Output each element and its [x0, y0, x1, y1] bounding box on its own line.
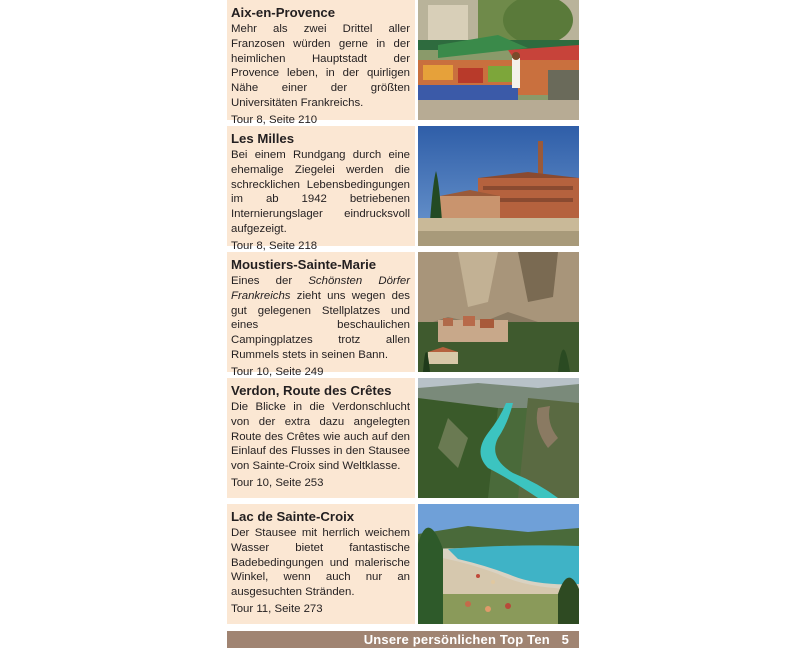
- entry-body: Der Stausee mit herrlich weichem Wasser bietet fantastische Badebedingungen und malerische Winkel, wenn auch nur an ausgesuchten Stränden.: [231, 527, 410, 599]
- entry-text: [227, 126, 415, 252]
- entry-aix: [227, 0, 579, 126]
- page-number: 5: [561, 632, 569, 647]
- entry-text: [227, 0, 415, 126]
- entry-body: Bei einem Rundgang durch eine ehemalige Ziegelei werden die schrecklichen Lebensbedingungen im ab 1942 betriebenen Internierungslager eindrucksvoll aufgezeigt.: [231, 149, 410, 235]
- entry-title: Moustiers-Sainte-Marie: [231, 257, 377, 272]
- entry-title: Verdon, Route des Crêtes: [231, 383, 392, 398]
- entry-ref: Tour 10, Seite 249: [231, 365, 324, 378]
- entry-les-milles: [227, 126, 579, 252]
- footer-label: Unsere persönlichen Top Ten: [363, 632, 550, 647]
- entry-ref: Tour 10, Seite 253: [231, 476, 324, 489]
- photo-village-cliffs: [418, 252, 579, 372]
- entry-title: Lac de Sainte-Croix: [231, 509, 355, 524]
- entry-body: Mehr als zwei Drittel aller Franzosen würden gerne in der heimlichen Hauptstadt der Provence leben, in der quirligen Nähe einer der größten Universitäten Frankreichs.: [231, 23, 410, 109]
- entry-ref: Tour 8, Seite 218: [231, 239, 318, 252]
- entry-text: [227, 378, 415, 498]
- entry-text: [227, 504, 415, 624]
- photo-lake-beach: [418, 504, 579, 624]
- photo-verdon-gorge: [418, 378, 579, 498]
- entry-moustiers: [227, 252, 579, 378]
- entry-body: Eines der Schönsten Dörfer Frankreichs zieht uns wegen des gut gelegenen Stellplatzes und eines beschaulichen Campingplatzes trotz allen Rummels stets in seinen Bann.: [231, 275, 410, 361]
- entry-ref: Tour 11, Seite 273: [231, 602, 323, 615]
- photo-brickworks: [418, 126, 579, 246]
- entry-body: Die Blicke in die Verdonschlucht von der extra dazu angelegten Route des Crêtes wie auch auf den Einlauf des Flusses in den Stausee von Sainte-Croix sind Weltklasse.: [231, 401, 410, 473]
- entry-verdon: [227, 378, 579, 498]
- entry-ref: Tour 8, Seite 210: [231, 113, 318, 126]
- entry-text: [227, 252, 415, 378]
- photo-market: [418, 0, 579, 120]
- entry-title: Les Milles: [231, 131, 295, 146]
- page-footer: [227, 631, 579, 648]
- entry-lac-sainte-croix: [227, 504, 579, 624]
- entry-title: Aix-en-Provence: [231, 5, 336, 20]
